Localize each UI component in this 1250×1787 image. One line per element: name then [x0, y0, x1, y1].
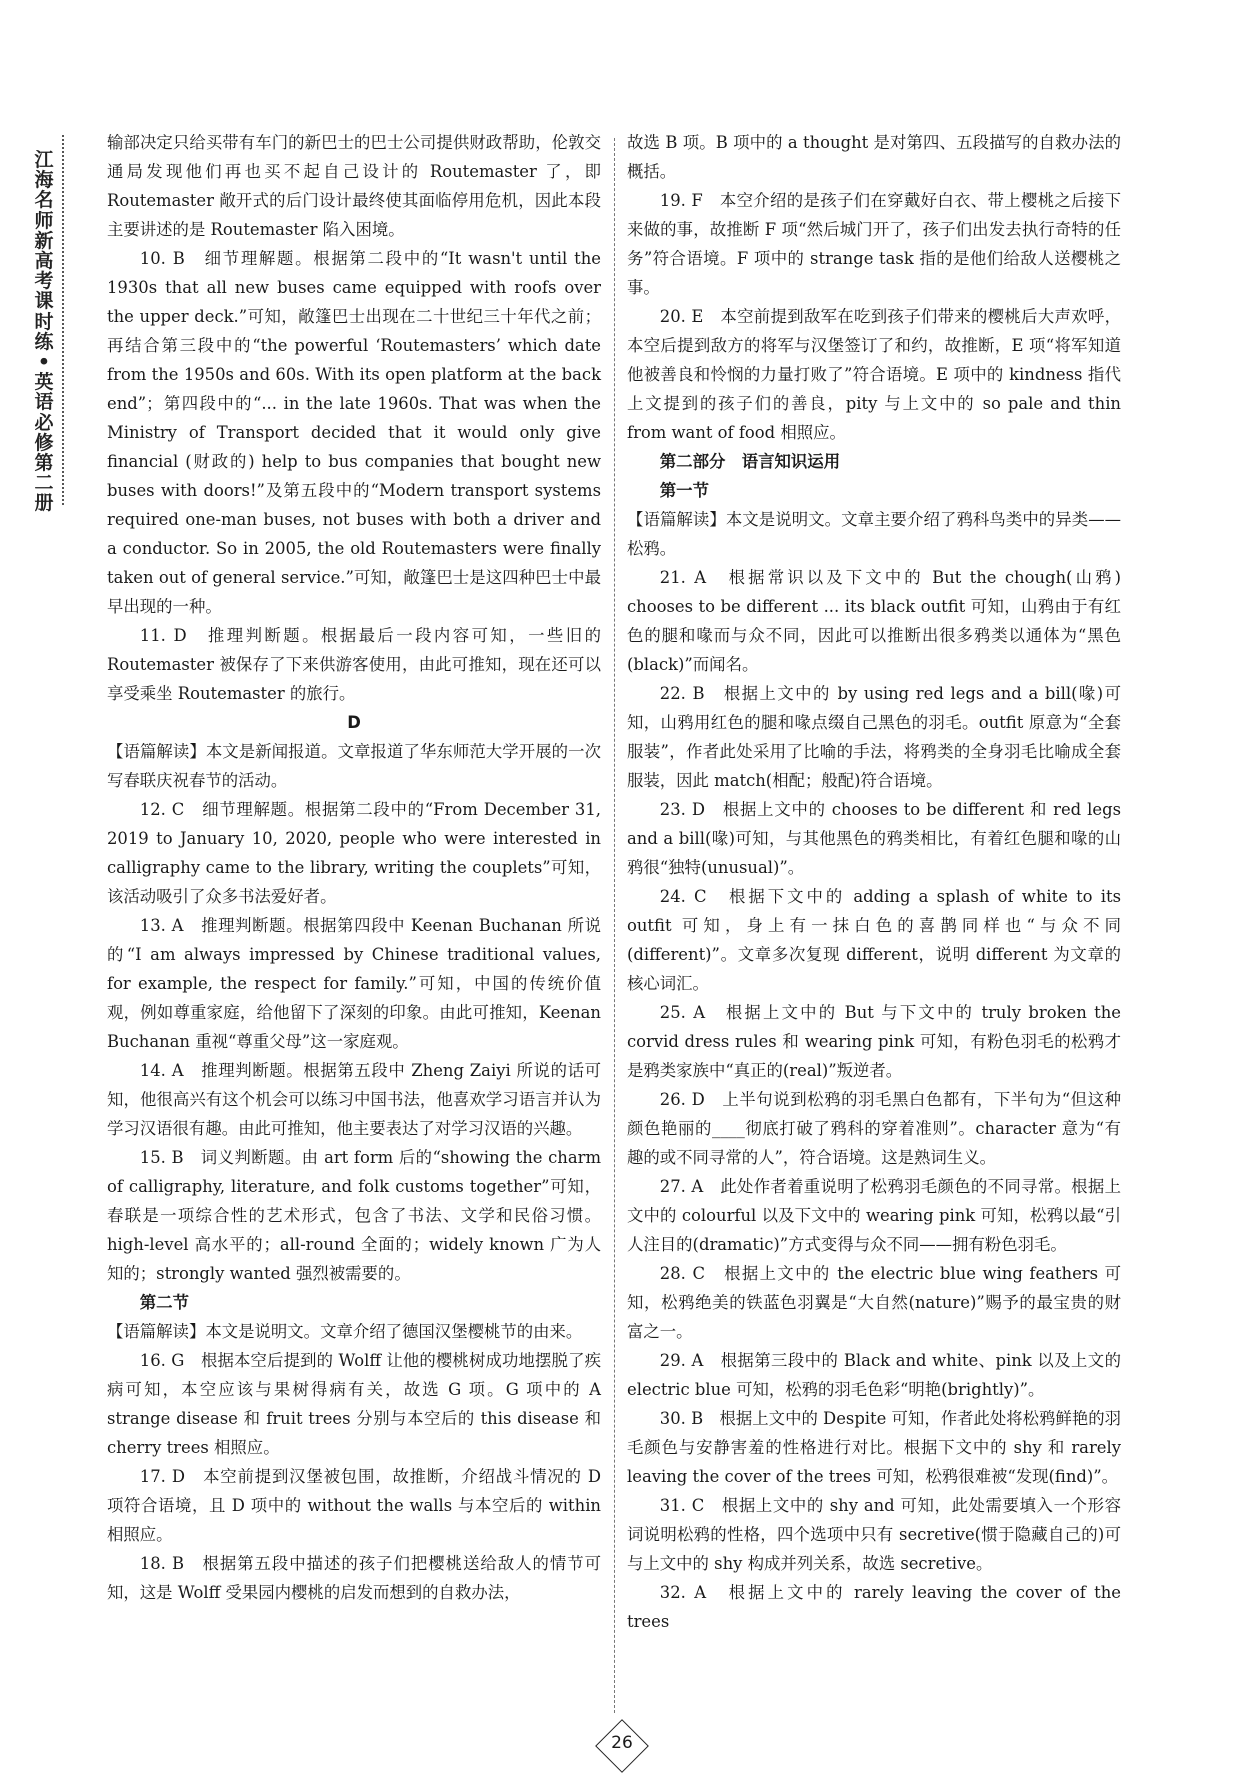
answer-paragraph: 【语篇解读】本文是新闻报道。文章报道了华东师范大学开展的一次写春联庆祝春节的活动。 [107, 742, 601, 790]
side-title-char: 二 [34, 472, 54, 495]
answer-paragraph: 24. C 根据下文中的 adding a splash of white to its outfit 可知，身上有一抹白色的喜鹊同样也“与众不同(different)”。文章多次复现 different，说明 different 为文章的核心词汇。 [627, 887, 1121, 993]
answer-paragraph: 19. F 本空介绍的是孩子们在穿戴好白衣、带上樱桃之后接下来做的事，故推断 F 项“然后城门开了，孩子们出发去执行奇特的任务”符合语境。F 项中的 strange task 指的是他们给敌人送樱桃之事。 [627, 191, 1121, 297]
answer-paragraph: 28. C 根据上文中的 the electric blue wing feathers 可知，松鸦绝美的铁蓝色羽翼是“大自然(nature)”赐予的最宝贵的财富之一。 [627, 1264, 1121, 1341]
side-title-char: 课 [34, 290, 54, 313]
answer-paragraph: 32. A 根据上文中的 rarely leaving the cover of the trees [627, 1583, 1121, 1631]
side-title-char: 新 [34, 229, 54, 252]
answer-paragraph: 29. A 根据第三段中的 Black and white、pink 以及上文的 electric blue 可知，松鸦的羽毛色彩“明艳(brightly)”。 [627, 1351, 1121, 1399]
answer-paragraph: 27. A 此处作者着重说明了松鸦羽毛颜色的不同寻常。根据上文中的 colourful 以及下文中的 wearing pink 可知，松鸦以最“引人注目的(dramatic)”方式变得与众不同——拥有粉色羽毛。 [627, 1177, 1121, 1254]
answer-paragraph: 26. D 上半句说到松鸦的羽毛黑白色都有，下半句为“但这种颜色艳丽的____彻底打破了鸦科的穿着准则”。character 意为“有趣的或不同寻常的人”，符合语境。这是熟词生义。 [627, 1090, 1121, 1167]
answer-paragraph: 23. D 根据上文中的 chooses to be different 和 red legs and a bill(喙)可知，与其他黑色的鸦类相比，有着红色腿和喙的山鸦很“独特(unusual)”。 [627, 800, 1121, 877]
side-title-char: 名 [34, 189, 54, 212]
side-title-char: 册 [34, 492, 54, 515]
answer-paragraph: 18. B 根据第五段中描述的孩子们把樱桃送给敌人的情节可知，这是 Wolff 受果园内樱桃的启发而想到的自救办法， [107, 1554, 601, 1602]
side-title-char: 海 [34, 169, 54, 192]
answer-paragraph: 31. C 根据上文中的 shy and 可知，此处需要填入一个形容词说明松鸦的性格，四个选项中只有 secretive(惯于隐藏自己的)可与上文中的 shy 构成并列关系，故选 secretive。 [627, 1496, 1121, 1573]
answer-paragraph: 11. D 推理判断题。根据最后一段内容可知，一些旧的 Routemaster 被保存了下来供游客使用，由此可推知，现在还可以享受乘坐 Routemaster 的旅行。 [107, 626, 601, 703]
answer-paragraph: 15. B 词义判断题。由 art form 后的“showing the charm of calligraphy, literature, and folk customs together”可知，春联是一项综合性的艺术形式，包含了书法、文学和民俗习惯。high-level 高水平的；all-round 全面的；widely known 广为人知的；strongly wanted 强烈被需要的。 [107, 1148, 601, 1283]
side-title-char: 第 [34, 452, 54, 475]
column-divider [614, 138, 615, 1713]
answer-paragraph: 输部决定只给买带有车门的新巴士的巴士公司提供财政帮助，伦敦交通局发现他们再也买不起自己设计的 Routemaster 了，即 Routemaster 敞开式的后门设计最终使其面临停用危机，因此本段主要讲述的是 Routemaster 陷入困境。 [107, 133, 601, 239]
answer-paragraph: 14. A 推理判断题。根据第五段中 Zheng Zaiyi 所说的话可知，他很高兴有这个机会可以练习中国书法，他喜欢学习语言并认为学习汉语很有趣。由此可推知，他主要表达了对学习汉语的兴趣。 [107, 1061, 601, 1138]
side-title-char: • [37, 351, 51, 374]
section-letter: D [347, 713, 361, 732]
side-title-char: 语 [34, 391, 54, 414]
side-title-char: 江 [34, 149, 54, 171]
answer-paragraph: 12. C 细节理解题。根据第二段中的“From December 31, 2019 to January 10, 2020, people who were interested in calligraphy came to the library, writing the couplets”可知，该活动吸引了众多书法爱好者。 [107, 800, 601, 906]
answer-paragraph: 【语篇解读】本文是说明文。文章介绍了德国汉堡樱桃节的由来。 [107, 1322, 583, 1341]
answer-paragraph: 10. B 细节理解题。根据第二段中的“It wasn't until the 1930s that all new buses came equipped with roofs over the upper deck.”可知，敞篷巴士出现在二十世纪三十年代之前；再结合第三段中的“the powerful ‘Routemasters’ which date from the 1950s and 60s. With its open platform at the back end”；第四段中的“... in the late 1960s. That was when the Ministry of Transport decided that it would only give financial (财政的) help to bus companies that bought new buses with doors!”及第五段中的“Modern transport systems required one-man buses, not buses with both a driver and a conductor. So in 2005, the old Routemasters were finally taken out of general service.”可知，敞篷巴士是这四种巴士中最早出现的一种。 [107, 249, 601, 616]
side-title-char: 师 [34, 209, 54, 232]
section-heading: 第二部分 语言知识运用 [659, 452, 841, 471]
answer-paragraph: 25. A 根据上文中的 But 与下文中的 truly broken the corvid dress rules 和 wearing pink 可知，有粉色羽毛的松鸦才是鸦类家族中“真正的(real)”叛逆者。 [627, 1003, 1121, 1080]
side-dotted-rule [62, 135, 64, 505]
side-title-char: 英 [34, 371, 54, 394]
answer-paragraph: 【语篇解读】本文是说明文。文章主要介绍了鸦科鸟类中的异类——松鸦。 [627, 510, 1121, 558]
side-title-char: 考 [34, 270, 54, 293]
answer-paragraph: 30. B 根据上文中的 Despite 可知，作者此处将松鸦鲜艳的羽毛颜色与安静害羞的性格进行对比。根据下文中的 shy 和 rarely leaving the cover of the trees 可知，松鸦很难被“发现(find)”。 [627, 1409, 1122, 1486]
side-title-char: 必 [34, 411, 54, 434]
left-column [107, 128, 601, 1607]
side-title [30, 150, 58, 514]
answer-paragraph: 13. A 推理判断题。根据第四段中 Keenan Buchanan 所说的“I am always impressed by Chinese traditional values, for example, the respect for family.”可知，中国的传统价值观，例如尊重家庭，给他留下了深刻的印象。由此可推知，Keenan Buchanan 重视“尊重父母”这一家庭观。 [107, 916, 601, 1051]
answer-paragraph: 17. D 本空前提到汉堡被包围，故推断，介绍战斗情况的 D 项符合语境，且 D 项中的 without the walls 与本空后的 within 相照应。 [107, 1467, 601, 1544]
answer-paragraph: 故选 B 项。B 项中的 a thought 是对第四、五段描写的自救办法的概括。 [627, 133, 1121, 181]
answer-paragraph: 21. A 根据常识以及下文中的 But the chough(山鸦) chooses to be different ... its black outfit 可知，山鸦由于有红色的腿和喙而与众不同，因此可以推断出很多鸦类以通体为“黑色(black)”而闻名。 [627, 568, 1121, 674]
side-title-char: 时 [34, 310, 54, 333]
section-heading: 第二节 [139, 1293, 189, 1312]
section-heading: 第一节 [659, 481, 709, 500]
page-number: 26 [611, 1733, 633, 1753]
side-title-char: 高 [34, 250, 54, 273]
right-column [627, 128, 1121, 1636]
side-title-char: 修 [34, 431, 54, 454]
side-title-char: 练 [34, 330, 54, 353]
answer-paragraph: 20. E 本空前提到敌军在吃到孩子们带来的樱桃后大声欢呼，本空后提到敌方的将军与汉堡签订了和约，故推断，E 项“将军知道他被善良和怜悯的力量打败了”符合语境。E 项中的 kindness 指代上文提到的孩子们的善良，pity 与上文中的 so pale and thin from want of food 相照应。 [627, 307, 1121, 442]
answer-paragraph: 16. G 根据本空后提到的 Wolff 让他的樱桃树成功地摆脱了疾病可知，本空应该与果树得病有关，故选 G 项。G 项中的 A strange disease 和 fruit trees 分别与本空后的 this disease 和 cherry trees 相照应。 [107, 1351, 601, 1457]
answer-paragraph: 22. B 根据上文中的 by using red legs and a bill(喙)可知，山鸦用红色的腿和喙点缀自己黑色的羽毛。outfit 原意为“全套服装”，作者此处采用了比喻的手法，将鸦类的全身羽毛比喻成全套服装，因此 match(相配；般配)符合语境。 [627, 684, 1121, 790]
